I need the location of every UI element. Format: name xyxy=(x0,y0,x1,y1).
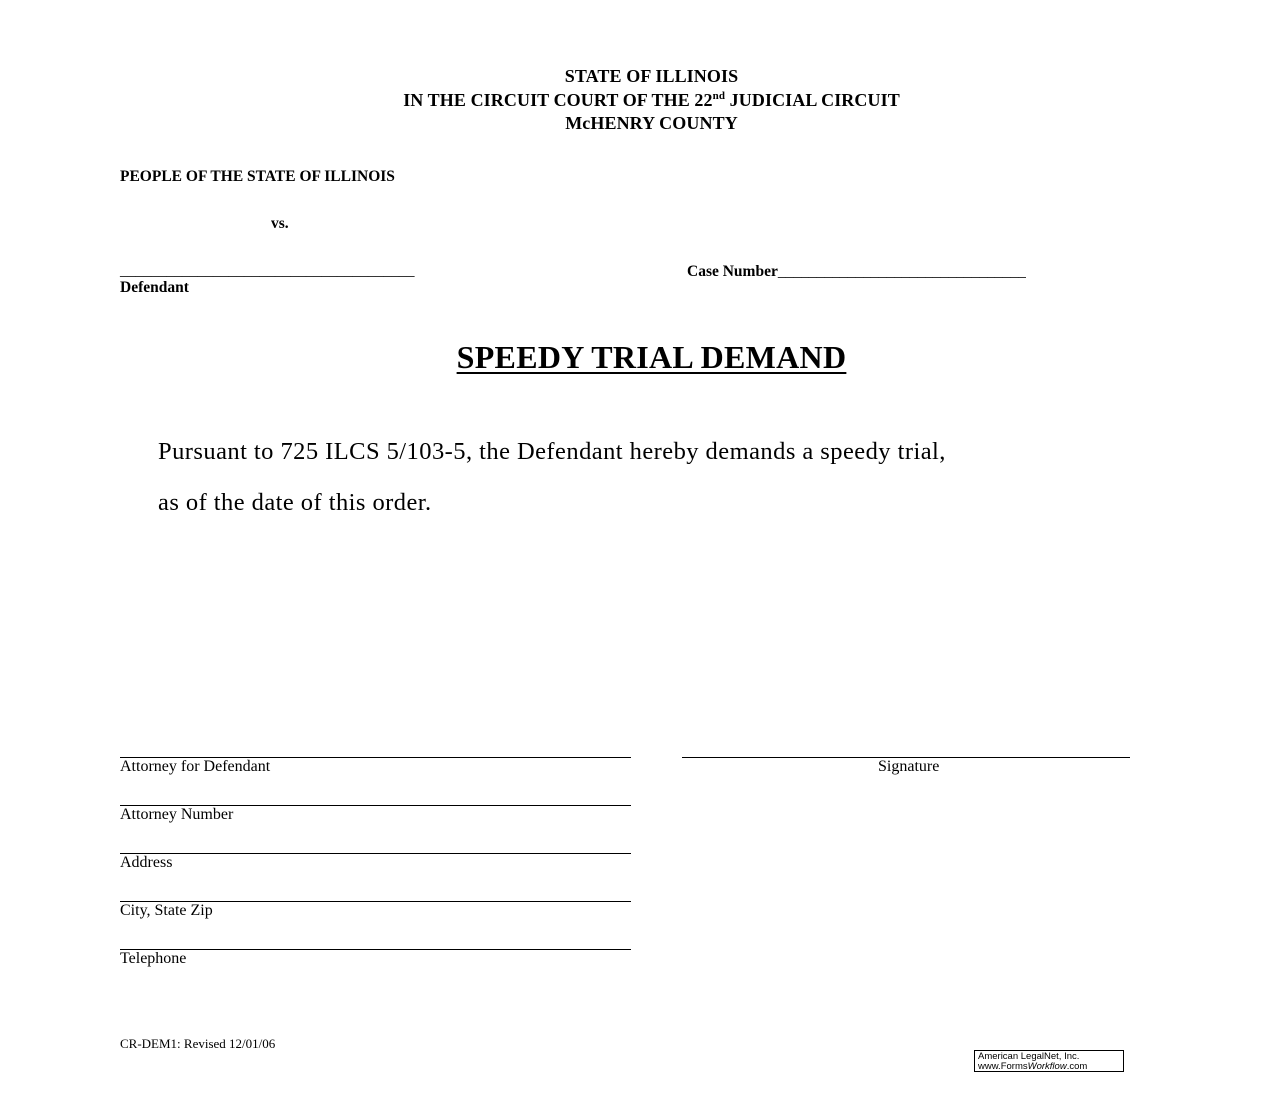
telephone-line[interactable] xyxy=(120,949,631,950)
publisher-url-part-b: Workflow xyxy=(1027,1061,1067,1072)
court-county-heading: McHENRY COUNTY xyxy=(565,113,738,133)
defendant-label: Defendant xyxy=(120,279,189,296)
signature-label: Signature xyxy=(878,758,940,775)
case-number-field xyxy=(687,263,1026,281)
body-line-2: as of the date of this order. xyxy=(158,489,432,516)
body-line-1: Pursuant to 725 ILCS 5/103-5, the Defendant hereby demands a speedy trial, xyxy=(158,438,946,465)
court-circuit-suffix: JUDICIAL CIRCUIT xyxy=(725,90,900,110)
court-state-heading: STATE OF ILLINOIS xyxy=(564,66,739,86)
publisher-url-part-a: www.Forms xyxy=(978,1061,1028,1072)
publisher-name: American LegalNet, Inc. xyxy=(978,1051,1080,1062)
city-state-zip-label: City, State Zip xyxy=(120,902,213,919)
publisher-logo-box xyxy=(974,1050,1124,1072)
ordinal-suffix: nd xyxy=(712,90,726,102)
publisher-url-part-c: .com xyxy=(1066,1061,1088,1072)
publisher-url xyxy=(978,1062,1123,1072)
court-circuit-heading xyxy=(0,90,1275,111)
attorney-for-defendant-label: Attorney for Defendant xyxy=(120,758,271,775)
address-label: Address xyxy=(120,854,173,871)
versus-label: vs. xyxy=(271,215,289,232)
defendant-name-line[interactable]: ______________________________________ xyxy=(120,262,415,279)
address-line[interactable] xyxy=(120,853,631,854)
telephone-label: Telephone xyxy=(120,950,187,967)
case-number-line[interactable]: ________________________________ xyxy=(777,263,1026,280)
attorney-number-label: Attorney Number xyxy=(120,806,234,823)
court-circuit-prefix: IN THE CIRCUIT COURT OF THE 22 xyxy=(403,90,713,110)
document-title: SPEEDY TRIAL DEMAND xyxy=(456,339,847,375)
form-revision-id: CR-DEM1: Revised 12/01/06 xyxy=(120,1036,276,1051)
plaintiff-name: PEOPLE OF THE STATE OF ILLINOIS xyxy=(120,168,395,185)
case-number-label: Case Number xyxy=(687,263,778,280)
